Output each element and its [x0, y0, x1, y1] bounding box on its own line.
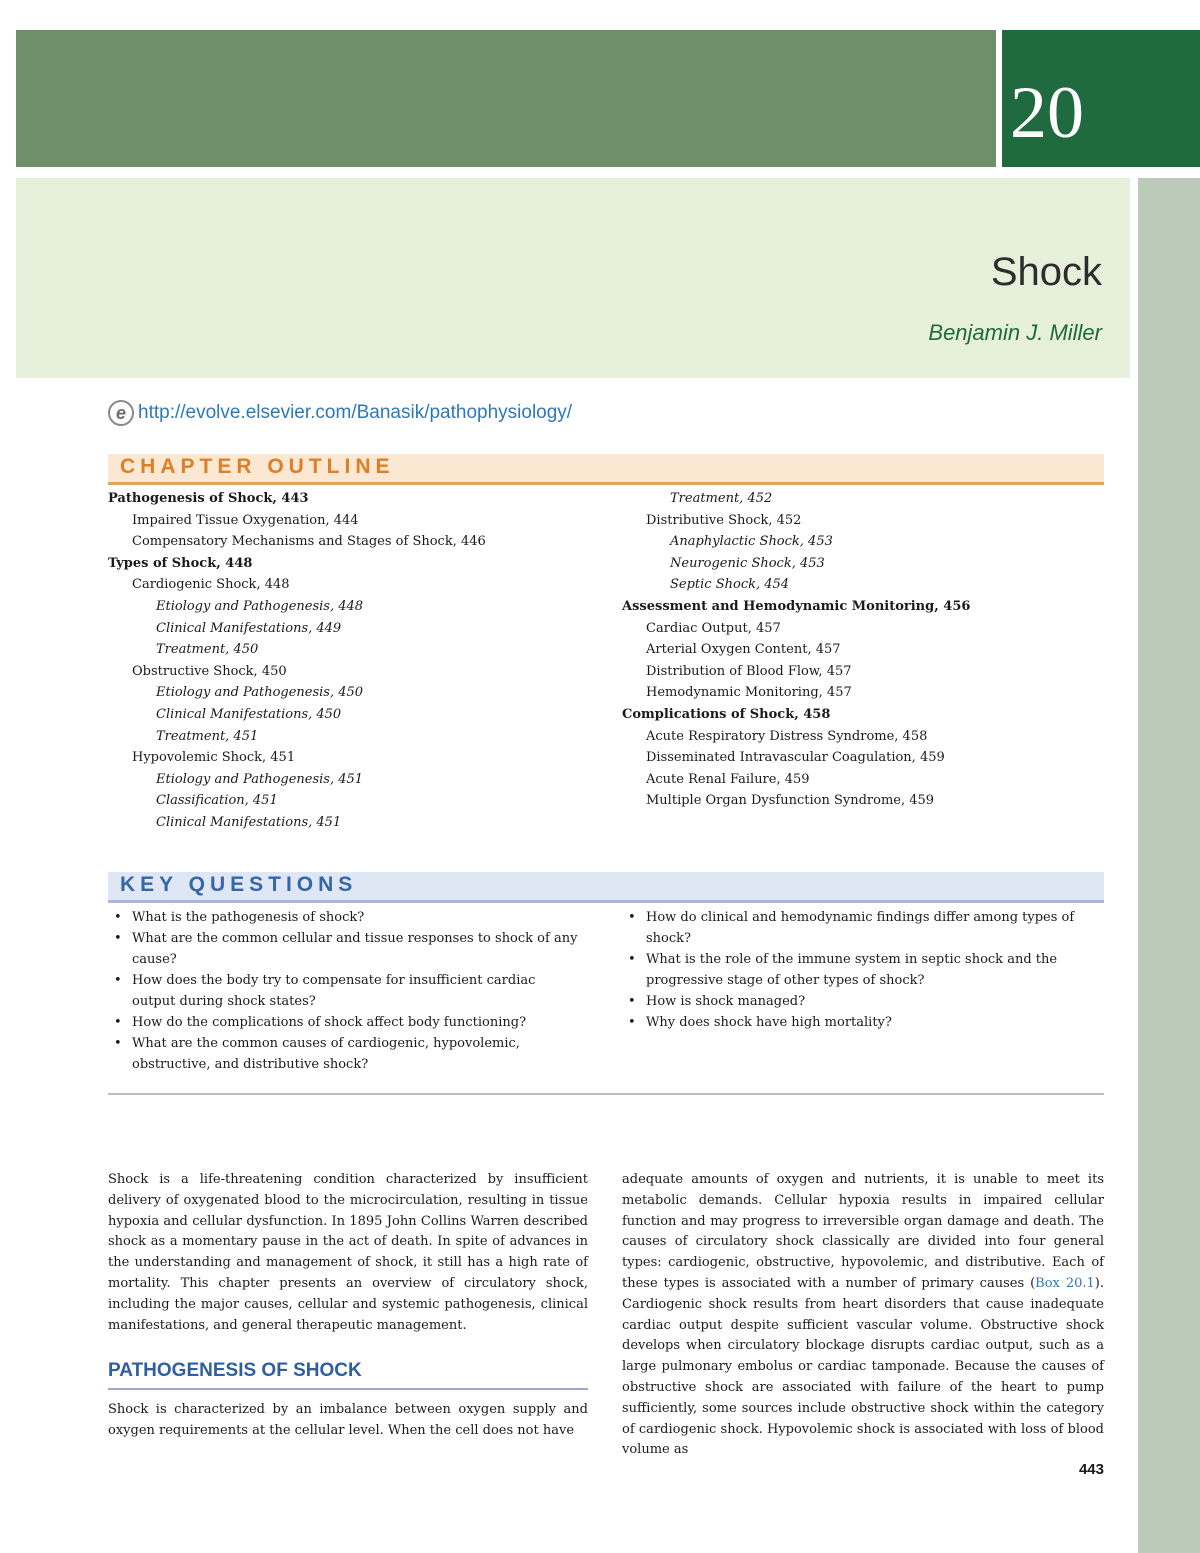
outline-item[interactable]: Clinical Manifestations, 451	[156, 814, 342, 830]
page-number: 443	[1078, 1461, 1104, 1478]
key-question-item: • What are the common causes of cardiogenic, hypovolemic, obstructive, and distributive shock?	[108, 1033, 578, 1075]
outline-item[interactable]: Pathogenesis of Shock, 443	[108, 491, 309, 506]
key-question-item: • How does the body try to compensate for insufficient cardiac output during shock states?	[108, 970, 578, 1012]
key-question-item: • What is the pathogenesis of shock?	[108, 907, 578, 928]
chapter-outline-header	[108, 454, 1104, 485]
pathogenesis-paragraph: Shock is characterized by an imbalance between oxygen supply and oxygen requirements at the cellular level. When the cell does not have	[108, 1402, 588, 1438]
key-questions-heading: KEY QUESTIONS	[120, 873, 358, 896]
outline-item[interactable]: Etiology and Pathogenesis, 451	[156, 771, 364, 787]
outline-item[interactable]: Etiology and Pathogenesis, 450	[156, 685, 364, 701]
right-column-paragraph	[622, 1170, 1104, 1461]
outline-item[interactable]: Compensatory Mechanisms and Stages of Shock, 446	[132, 534, 486, 550]
key-question-item: • What is the role of the immune system in septic shock and the progressive stage of other types of shock?	[622, 949, 1104, 991]
outline-item[interactable]: Clinical Manifestations, 450	[156, 706, 342, 722]
outline-item[interactable]: Anaphylactic Shock, 453	[670, 534, 833, 550]
outline-item[interactable]: Arterial Oxygen Content, 457	[646, 642, 841, 658]
top-banner	[16, 30, 996, 167]
evolve-url-link[interactable]: http://evolve.elsevier.com/Banasik/pathophysiology/	[138, 402, 573, 423]
evolve-link-row	[108, 400, 572, 426]
outline-item[interactable]: Hypovolemic Shock, 451	[132, 750, 296, 766]
intro-paragraph: Shock is a life-threatening condition characterized by insufficient delivery of oxygenated blood to the microcirculation, resulting in tissue hypoxia and cellular dysfunction. In 1895 John Collins Warren described shock as a momentary pause in the act of death. In spite of advances in the understanding and management of shock, it still has a high rate of mortality. This chapter presents an overview of circulatory shock, including the major causes, cellular and systemic pathogenesis, clinical manifestations, and general therapeutic management.	[108, 1172, 588, 1333]
outline-left-column	[108, 488, 486, 834]
outline-item[interactable]: Clinical Manifestations, 449	[156, 620, 342, 636]
section-divider	[108, 1093, 1104, 1095]
key-question-item: • Why does shock have high mortality?	[622, 1012, 1104, 1033]
paragraph-text-part-2: ). Cardiogenic shock results from heart disorders that cause inadequate cardiac output despite sufficient vascular volume. Obstructive shock develops when circulatory blockage disrupts cardiac output, such as a large pulmonary embolus or cardiac tamponade. Because the causes of obstructive shock are associated with failure of the heart to pump sufficiently, some sources include obstructive shock within the category of cardiogenic shock. Hypovolemic shock is associated with loss of blood volume as	[622, 1275, 1104, 1458]
outline-item[interactable]: Septic Shock, 454	[670, 577, 790, 593]
outline-item[interactable]: Complications of Shock, 458	[622, 706, 831, 722]
outline-item[interactable]: Etiology and Pathogenesis, 448	[156, 598, 364, 614]
key-questions-left-list	[108, 907, 578, 1075]
outline-item[interactable]: Acute Respiratory Distress Syndrome, 458	[646, 728, 928, 744]
outline-item[interactable]: Impaired Tissue Oxygenation, 444	[132, 512, 359, 528]
e-icon: e	[108, 400, 134, 426]
outline-item[interactable]: Assessment and Hemodynamic Monitoring, 456	[622, 598, 971, 614]
title-band	[16, 178, 1130, 378]
paragraph-text-part-1: adequate amounts of oxygen and nutrients, it is unable to meet its metabolic demands. Cellular hypoxia results in impaired cellular function and may progress to irreversible organ damage and death. The causes of circulatory shock classically are divided into four general types: cardiogenic, obstructive, hypovolemic, and distributive. Each of these types is associated with a number of primary causes (	[622, 1172, 1104, 1291]
outline-item[interactable]: Disseminated Intravascular Coagulation, 459	[646, 750, 945, 766]
outline-item[interactable]: Treatment, 452	[670, 491, 773, 506]
outline-item[interactable]: Acute Renal Failure, 459	[646, 771, 810, 787]
side-strip	[1138, 178, 1200, 1553]
key-question-item: • How do the complications of shock affect body functioning?	[108, 1012, 578, 1033]
outline-item[interactable]: Distribution of Blood Flow, 457	[646, 663, 852, 679]
chapter-title: Shock	[990, 250, 1102, 294]
key-question-item: • How do clinical and hemodynamic findings differ among types of shock?	[622, 907, 1104, 949]
chapter-number: 20	[1010, 72, 1084, 154]
key-question-item: • What are the common cellular and tissue responses to shock of any cause?	[108, 928, 578, 970]
outline-right-column	[622, 488, 970, 812]
outline-item[interactable]: Types of Shock, 448	[108, 555, 253, 571]
outline-item[interactable]: Cardiac Output, 457	[646, 620, 781, 636]
pathogenesis-heading: PATHOGENESIS OF SHOCK	[108, 1360, 588, 1390]
chapter-author: Benjamin J. Miller	[928, 320, 1102, 345]
outline-item[interactable]: Treatment, 450	[156, 642, 259, 658]
outline-item[interactable]: Obstructive Shock, 450	[132, 663, 287, 679]
key-questions-header	[108, 872, 1104, 903]
chapter-outline-heading: CHAPTER OUTLINE	[120, 455, 395, 478]
outline-item[interactable]: Treatment, 451	[156, 728, 259, 744]
outline-item[interactable]: Cardiogenic Shock, 448	[132, 577, 290, 593]
outline-item[interactable]: Classification, 451	[156, 793, 278, 809]
outline-item[interactable]: Neurogenic Shock, 453	[670, 555, 825, 571]
outline-item[interactable]: Multiple Organ Dysfunction Syndrome, 459	[646, 793, 935, 809]
outline-item[interactable]: Hemodynamic Monitoring, 457	[646, 685, 852, 701]
box-20-1-link[interactable]: Box 20.1	[1035, 1275, 1095, 1291]
key-question-item: • How is shock managed?	[622, 991, 1104, 1012]
key-questions-right-list	[622, 907, 1104, 1033]
chapter-number-box	[1002, 30, 1200, 167]
outline-item[interactable]: Distributive Shock, 452	[646, 512, 802, 528]
